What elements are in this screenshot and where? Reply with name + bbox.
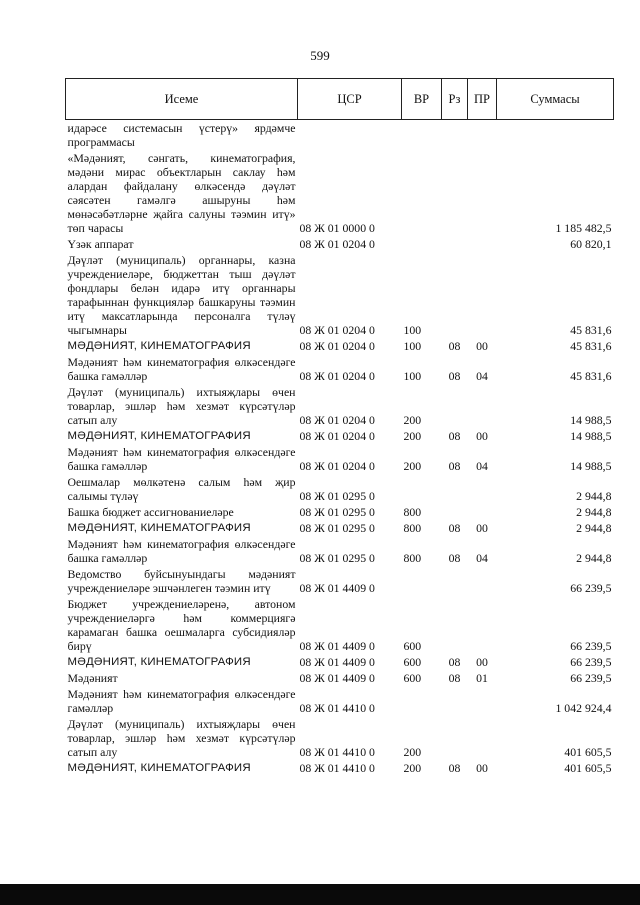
cell-sum: 1 042 924,4 xyxy=(555,701,612,715)
cell-rz xyxy=(442,236,468,252)
cell-csr: 08 Ж 01 4410 0 xyxy=(299,701,375,715)
cell-name: «Мәдәният, сәнгать, кинематография, мәдәни мирас объектларын саклау һәм алардан файдалану өлкәсендә дәүләт сәясәтен гамәлгә ашыруны һәм мөнәсәбәтләрне җайга салуны тәэмин итү» төп чарасы xyxy=(67,151,296,235)
table-row xyxy=(66,120,614,151)
column-header-sum: Суммасы xyxy=(497,79,614,120)
table-row xyxy=(66,384,614,428)
column-header-name: Исеме xyxy=(66,79,298,120)
cell-sum: 60 820,1 xyxy=(570,237,612,251)
cell-sum: 2 944,8 xyxy=(576,551,612,565)
cell-vr: 100 xyxy=(403,339,422,353)
cell-name: идарәсе системасын үстерү» ярдәмче программасы xyxy=(67,121,296,149)
table-row xyxy=(66,252,614,338)
cell-csr: 08 Ж 01 0204 0 xyxy=(299,413,375,427)
cell-pr: 00 xyxy=(476,655,488,669)
cell-name: Мәдәният һәм кинематография өлкәсендәге башка гамәлләр xyxy=(67,445,296,473)
cell-rz xyxy=(442,474,468,504)
table-row xyxy=(66,670,614,686)
cell-pr: 00 xyxy=(476,761,488,775)
cell-name: МӘДӘНИЯТ, КИНЕМАТОГРАФИЯ xyxy=(67,340,251,352)
cell-name: МӘДӘНИЯТ, КИНЕМАТОГРАФИЯ xyxy=(67,762,251,774)
cell-name: Дәүләт (муниципаль) ихтыяҗлары өчен товарлар, эшләр һәм хезмәт күрсәтүләр сатып алу xyxy=(67,385,296,427)
column-header-vr: ВР xyxy=(402,79,442,120)
cell-rz: 08 xyxy=(448,551,461,565)
cell-vr: 200 xyxy=(403,459,422,473)
cell-sum: 2 944,8 xyxy=(576,489,612,503)
cell-pr xyxy=(468,120,497,151)
cell-pr: 04 xyxy=(476,459,488,473)
cell-vr xyxy=(402,120,442,151)
cell-pr xyxy=(468,596,497,654)
cell-vr: 200 xyxy=(403,429,422,443)
table-row xyxy=(66,504,614,520)
cell-csr: 08 Ж 01 0204 0 xyxy=(299,323,375,337)
table-row xyxy=(66,596,614,654)
cell-rz: 08 xyxy=(448,369,461,383)
cell-vr xyxy=(402,566,442,596)
cell-pr xyxy=(468,686,497,716)
cell-vr: 200 xyxy=(403,745,422,759)
cell-name: Ведомство буйсынуындагы мәдәният учреждениеләре эшчәнлеген тәэмин итү xyxy=(67,567,296,595)
cell-pr xyxy=(468,150,497,236)
cell-sum xyxy=(497,120,614,151)
table-row xyxy=(66,654,614,670)
cell-sum: 66 239,5 xyxy=(570,581,612,595)
cell-sum: 14 988,5 xyxy=(570,459,612,473)
cell-rz xyxy=(442,252,468,338)
cell-csr xyxy=(298,120,402,151)
cell-name: Башка бюджет ассигнованиеләре xyxy=(67,505,234,519)
cell-csr: 08 Ж 01 4410 0 xyxy=(299,745,375,759)
column-header-pr: ПР xyxy=(468,79,497,120)
table-row xyxy=(66,444,614,474)
table-row xyxy=(66,354,614,384)
cell-csr: 08 Ж 01 0295 0 xyxy=(299,551,375,565)
cell-pr: 04 xyxy=(476,551,488,565)
cell-name: Үзәк аппарат xyxy=(67,237,134,251)
cell-sum: 45 831,6 xyxy=(570,369,612,383)
cell-csr: 08 Ж 01 0000 0 xyxy=(299,221,375,235)
cell-rz: 08 xyxy=(448,339,461,353)
cell-sum: 2 944,8 xyxy=(576,521,612,535)
table-row xyxy=(66,536,614,566)
cell-rz xyxy=(442,596,468,654)
table-row xyxy=(66,566,614,596)
cell-vr: 100 xyxy=(403,323,422,337)
table-row xyxy=(66,520,614,536)
cell-csr: 08 Ж 01 0204 0 xyxy=(299,459,375,473)
cell-pr xyxy=(468,474,497,504)
cell-rz xyxy=(442,566,468,596)
cell-vr: 200 xyxy=(403,413,422,427)
cell-vr: 800 xyxy=(403,505,422,519)
cell-vr: 600 xyxy=(403,655,422,669)
cell-sum: 401 605,5 xyxy=(564,745,612,759)
cell-name: Бюджет учреждениеләренә, автоном учреждениеләргә һәм коммерциягә карамаган башка оешмаларга субсидияләр бирү xyxy=(67,597,296,653)
cell-rz xyxy=(442,150,468,236)
table-row xyxy=(66,236,614,252)
table-row xyxy=(66,474,614,504)
cell-vr: 800 xyxy=(403,551,422,565)
cell-rz: 08 xyxy=(448,459,461,473)
cell-rz: 08 xyxy=(448,655,461,669)
cell-sum: 14 988,5 xyxy=(570,413,612,427)
cell-name: Мәдәният һәм кинематография өлкәсендәге башка гамәлләр xyxy=(67,537,296,565)
cell-name: МӘДӘНИЯТ, КИНЕМАТОГРАФИЯ xyxy=(67,522,251,534)
cell-csr: 08 Ж 01 4409 0 xyxy=(299,639,375,653)
table-row xyxy=(66,428,614,444)
cell-vr: 600 xyxy=(403,639,422,653)
cell-vr: 600 xyxy=(403,671,422,685)
cell-pr xyxy=(468,384,497,428)
cell-name: МӘДӘНИЯТ, КИНЕМАТОГРАФИЯ xyxy=(67,430,251,442)
cell-rz xyxy=(442,120,468,151)
cell-vr: 100 xyxy=(403,369,422,383)
cell-rz xyxy=(442,686,468,716)
table-row xyxy=(66,686,614,716)
cell-csr: 08 Ж 01 4409 0 xyxy=(299,671,375,685)
cell-pr: 00 xyxy=(476,429,488,443)
cell-rz: 08 xyxy=(448,429,461,443)
cell-pr xyxy=(468,504,497,520)
cell-sum: 66 239,5 xyxy=(570,639,612,653)
cell-sum: 66 239,5 xyxy=(570,671,612,685)
cell-rz: 08 xyxy=(448,671,461,685)
cell-vr: 200 xyxy=(403,761,422,775)
cell-csr: 08 Ж 01 0204 0 xyxy=(299,237,375,251)
table-row xyxy=(66,716,614,760)
cell-vr xyxy=(402,686,442,716)
cell-pr: 04 xyxy=(476,369,488,383)
cell-pr: 01 xyxy=(476,671,488,685)
cell-name: МӘДӘНИЯТ, КИНЕМАТОГРАФИЯ xyxy=(67,656,251,668)
cell-rz xyxy=(442,384,468,428)
cell-csr: 08 Ж 01 0295 0 xyxy=(299,521,375,535)
cell-rz xyxy=(442,716,468,760)
cell-vr xyxy=(402,474,442,504)
cell-rz xyxy=(442,504,468,520)
cell-sum: 45 831,6 xyxy=(570,339,612,353)
cell-csr: 08 Ж 01 0204 0 xyxy=(299,429,375,443)
table-row xyxy=(66,760,614,776)
cell-rz: 08 xyxy=(448,521,461,535)
cell-pr xyxy=(468,566,497,596)
cell-vr xyxy=(402,150,442,236)
cell-csr: 08 Ж 01 4409 0 xyxy=(299,655,375,669)
cell-pr xyxy=(468,252,497,338)
cell-sum: 1 185 482,5 xyxy=(555,221,612,235)
cell-sum: 2 944,8 xyxy=(576,505,612,519)
budget-table xyxy=(65,78,614,776)
cell-pr xyxy=(468,236,497,252)
cell-sum: 14 988,5 xyxy=(570,429,612,443)
table-row xyxy=(66,338,614,354)
cell-pr: 00 xyxy=(476,339,488,353)
cell-sum: 401 605,5 xyxy=(564,761,612,775)
cell-csr: 08 Ж 01 0204 0 xyxy=(299,339,375,353)
cell-vr xyxy=(402,236,442,252)
cell-pr xyxy=(468,716,497,760)
scan-bottom-edge xyxy=(0,884,640,905)
cell-csr: 08 Ж 01 4410 0 xyxy=(299,761,375,775)
cell-name: Дәүләт (муниципаль) ихтыяҗлары өчен товарлар, эшләр һәм хезмәт күрсәтүләр сатып алу xyxy=(67,717,296,759)
cell-csr: 08 Ж 01 4409 0 xyxy=(299,581,375,595)
cell-vr: 800 xyxy=(403,521,422,535)
cell-name: Мәдәният xyxy=(67,671,118,685)
cell-pr: 00 xyxy=(476,521,488,535)
column-header-rz: Рз xyxy=(442,79,468,120)
cell-name: Мәдәният һәм кинематография өлкәсендәге башка гамәлләр xyxy=(67,355,296,383)
cell-sum: 66 239,5 xyxy=(570,655,612,669)
table-header-row xyxy=(66,79,614,120)
cell-csr: 08 Ж 01 0295 0 xyxy=(299,489,375,503)
cell-name: Мәдәният һәм кинематография өлкәсендәге гамәлләр xyxy=(67,687,296,715)
cell-csr: 08 Ж 01 0204 0 xyxy=(299,369,375,383)
table-body xyxy=(66,120,614,777)
table-row xyxy=(66,150,614,236)
cell-sum: 45 831,6 xyxy=(570,323,612,337)
cell-csr: 08 Ж 01 0295 0 xyxy=(299,505,375,519)
page-number: 599 xyxy=(310,48,330,63)
cell-name: Оешмалар мөлкәтенә салым һәм җир салымы түләү xyxy=(67,475,296,503)
column-header-csr: ЦСР xyxy=(298,79,402,120)
cell-rz: 08 xyxy=(448,761,461,775)
cell-name: Дәүләт (муниципаль) органнары, казна учреждениеләре, бюджеттан тыш дәүләт фондлары белән идарә итү органнары тарафыннан функцияләр башкаруны тәэмин итү максатларында персоналга түләү чыгымнары xyxy=(67,253,296,337)
